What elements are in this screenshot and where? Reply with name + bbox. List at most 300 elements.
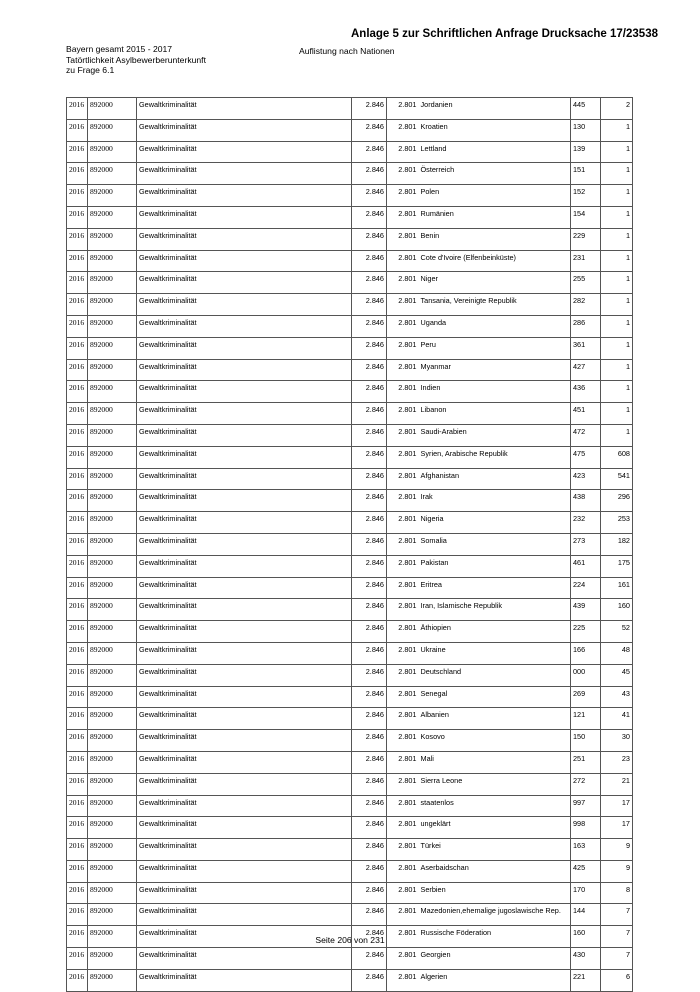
cell-total-suspects: 2.801 — [387, 119, 419, 141]
cell-nation: Ukraine — [419, 642, 571, 664]
cell-count: 541 — [601, 468, 633, 490]
cell-nation: Tansania, Vereinigte Republik — [419, 294, 571, 316]
cell-crime-code: 892000 — [88, 446, 137, 468]
cell-crime-type: Gewaltkriminalität — [137, 315, 352, 337]
cell-total-suspects: 2.801 — [387, 708, 419, 730]
cell-nation-code: 461 — [571, 555, 601, 577]
cell-nation-code: 160 — [571, 926, 601, 948]
cell-total-cases: 2.846 — [352, 533, 387, 555]
cell-nation-code: 445 — [571, 98, 601, 120]
cell-crime-type: Gewaltkriminalität — [137, 512, 352, 534]
cell-total-suspects: 2.801 — [387, 272, 419, 294]
cell-year: 2016 — [67, 359, 88, 381]
table-row — [67, 730, 633, 752]
cell-total-suspects: 2.801 — [387, 163, 419, 185]
cell-total-suspects: 2.801 — [387, 250, 419, 272]
cell-crime-type: Gewaltkriminalität — [137, 730, 352, 752]
cell-nation-code: 221 — [571, 969, 601, 991]
nations-table — [66, 97, 633, 992]
cell-year: 2016 — [67, 926, 88, 948]
cell-crime-code: 892000 — [88, 512, 137, 534]
cell-crime-code: 892000 — [88, 686, 137, 708]
cell-crime-type: Gewaltkriminalität — [137, 533, 352, 555]
cell-total-cases: 2.846 — [352, 860, 387, 882]
table-row — [67, 141, 633, 163]
cell-nation-code: 430 — [571, 948, 601, 970]
cell-nation: Iran, Islamische Republik — [419, 599, 571, 621]
cell-total-cases: 2.846 — [352, 424, 387, 446]
cell-total-suspects: 2.801 — [387, 468, 419, 490]
cell-nation: Georgien — [419, 948, 571, 970]
cell-crime-code: 892000 — [88, 642, 137, 664]
cell-year: 2016 — [67, 817, 88, 839]
cell-total-suspects: 2.801 — [387, 424, 419, 446]
cell-count: 1 — [601, 119, 633, 141]
cell-total-suspects: 2.801 — [387, 599, 419, 621]
cell-crime-code: 892000 — [88, 882, 137, 904]
cell-count: 7 — [601, 926, 633, 948]
cell-nation: Afghanistan — [419, 468, 571, 490]
cell-total-cases: 2.846 — [352, 272, 387, 294]
cell-total-suspects: 2.801 — [387, 904, 419, 926]
cell-crime-code: 892000 — [88, 817, 137, 839]
cell-crime-code: 892000 — [88, 228, 137, 250]
cell-crime-type: Gewaltkriminalität — [137, 294, 352, 316]
cell-total-suspects: 2.801 — [387, 185, 419, 207]
cell-nation: Kosovo — [419, 730, 571, 752]
cell-count: 7 — [601, 904, 633, 926]
cell-total-cases: 2.846 — [352, 315, 387, 337]
cell-nation-code: 000 — [571, 664, 601, 686]
cell-nation: Eritrea — [419, 577, 571, 599]
cell-year: 2016 — [67, 533, 88, 555]
cell-crime-type: Gewaltkriminalität — [137, 642, 352, 664]
cell-total-suspects: 2.801 — [387, 642, 419, 664]
cell-crime-code: 892000 — [88, 577, 137, 599]
cell-crime-code: 892000 — [88, 468, 137, 490]
table-row — [67, 359, 633, 381]
cell-year: 2016 — [67, 98, 88, 120]
cell-total-suspects: 2.801 — [387, 839, 419, 861]
cell-year: 2016 — [67, 315, 88, 337]
cell-nation: Niger — [419, 272, 571, 294]
cell-nation: Saudi-Arabien — [419, 424, 571, 446]
table-row — [67, 337, 633, 359]
cell-nation: Russische Föderation — [419, 926, 571, 948]
cell-total-suspects: 2.801 — [387, 948, 419, 970]
cell-total-cases: 2.846 — [352, 599, 387, 621]
cell-year: 2016 — [67, 969, 88, 991]
table-row — [67, 533, 633, 555]
cell-total-suspects: 2.801 — [387, 555, 419, 577]
cell-nation: Syrien, Arabische Republik — [419, 446, 571, 468]
cell-crime-code: 892000 — [88, 664, 137, 686]
cell-total-suspects: 2.801 — [387, 686, 419, 708]
cell-crime-type: Gewaltkriminalität — [137, 163, 352, 185]
cell-count: 161 — [601, 577, 633, 599]
cell-nation-code: 151 — [571, 163, 601, 185]
cell-count: 160 — [601, 599, 633, 621]
table-row — [67, 468, 633, 490]
cell-total-cases: 2.846 — [352, 773, 387, 795]
cell-total-suspects: 2.801 — [387, 359, 419, 381]
cell-crime-code: 892000 — [88, 294, 137, 316]
cell-crime-type: Gewaltkriminalität — [137, 337, 352, 359]
cell-nation-code: 255 — [571, 272, 601, 294]
table-row — [67, 839, 633, 861]
cell-crime-type: Gewaltkriminalität — [137, 708, 352, 730]
cell-year: 2016 — [67, 904, 88, 926]
cell-nation-code: 229 — [571, 228, 601, 250]
cell-total-suspects: 2.801 — [387, 403, 419, 425]
cell-crime-code: 892000 — [88, 969, 137, 991]
table-row — [67, 860, 633, 882]
cell-nation: Mazedonien,ehemalige jugoslawische Rep. — [419, 904, 571, 926]
cell-year: 2016 — [67, 664, 88, 686]
cell-nation-code: 272 — [571, 773, 601, 795]
cell-crime-code: 892000 — [88, 381, 137, 403]
cell-crime-type: Gewaltkriminalität — [137, 751, 352, 773]
cell-nation-code: 425 — [571, 860, 601, 882]
table-row — [67, 98, 633, 120]
cell-nation: Österreich — [419, 163, 571, 185]
cell-total-cases: 2.846 — [352, 250, 387, 272]
cell-crime-code: 892000 — [88, 163, 137, 185]
table-row — [67, 686, 633, 708]
cell-crime-code: 892000 — [88, 185, 137, 207]
cell-nation-code: 273 — [571, 533, 601, 555]
cell-nation: Rumänien — [419, 206, 571, 228]
cell-count: 43 — [601, 686, 633, 708]
cell-crime-type: Gewaltkriminalität — [137, 621, 352, 643]
table-row — [67, 599, 633, 621]
cell-total-cases: 2.846 — [352, 490, 387, 512]
cell-nation: Jordanien — [419, 98, 571, 120]
cell-total-cases: 2.846 — [352, 686, 387, 708]
cell-nation-code: 150 — [571, 730, 601, 752]
cell-crime-code: 892000 — [88, 141, 137, 163]
cell-count: 1 — [601, 250, 633, 272]
cell-count: 1 — [601, 185, 633, 207]
cell-total-cases: 2.846 — [352, 185, 387, 207]
header-line-location: Tatörtlichkeit Asylbewerberunterkunft — [66, 54, 206, 65]
cell-crime-type: Gewaltkriminalität — [137, 490, 352, 512]
cell-nation-code: 998 — [571, 817, 601, 839]
table-row — [67, 948, 633, 970]
cell-nation: Peru — [419, 337, 571, 359]
cell-total-suspects: 2.801 — [387, 577, 419, 599]
cell-crime-type: Gewaltkriminalität — [137, 468, 352, 490]
table-row — [67, 817, 633, 839]
cell-crime-type: Gewaltkriminalität — [137, 599, 352, 621]
cell-crime-code: 892000 — [88, 250, 137, 272]
cell-total-cases: 2.846 — [352, 882, 387, 904]
cell-count: 1 — [601, 294, 633, 316]
table-row — [67, 272, 633, 294]
cell-year: 2016 — [67, 185, 88, 207]
cell-total-suspects: 2.801 — [387, 795, 419, 817]
table-row — [67, 185, 633, 207]
cell-count: 1 — [601, 403, 633, 425]
cell-nation-code: 475 — [571, 446, 601, 468]
cell-crime-type: Gewaltkriminalität — [137, 664, 352, 686]
page-number: Seite 206 von 231 — [315, 935, 385, 945]
cell-count: 296 — [601, 490, 633, 512]
table-row — [67, 490, 633, 512]
cell-total-cases: 2.846 — [352, 664, 387, 686]
cell-total-cases: 2.846 — [352, 642, 387, 664]
cell-nation: Nigeria — [419, 512, 571, 534]
cell-total-cases: 2.846 — [352, 141, 387, 163]
cell-nation-code: 438 — [571, 490, 601, 512]
cell-year: 2016 — [67, 730, 88, 752]
cell-year: 2016 — [67, 337, 88, 359]
cell-year: 2016 — [67, 163, 88, 185]
cell-nation: Deutschland — [419, 664, 571, 686]
cell-year: 2016 — [67, 686, 88, 708]
cell-nation: Myanmar — [419, 359, 571, 381]
cell-year: 2016 — [67, 773, 88, 795]
cell-crime-code: 892000 — [88, 359, 137, 381]
cell-crime-type: Gewaltkriminalität — [137, 381, 352, 403]
cell-count: 608 — [601, 446, 633, 468]
cell-total-cases: 2.846 — [352, 359, 387, 381]
cell-year: 2016 — [67, 708, 88, 730]
cell-year: 2016 — [67, 381, 88, 403]
report-header-left — [66, 44, 206, 76]
cell-count: 41 — [601, 708, 633, 730]
cell-crime-type: Gewaltkriminalität — [137, 98, 352, 120]
cell-crime-code: 892000 — [88, 119, 137, 141]
cell-total-cases: 2.846 — [352, 621, 387, 643]
cell-year: 2016 — [67, 403, 88, 425]
cell-crime-type: Gewaltkriminalität — [137, 359, 352, 381]
cell-year: 2016 — [67, 512, 88, 534]
cell-crime-type: Gewaltkriminalität — [137, 403, 352, 425]
cell-total-suspects: 2.801 — [387, 315, 419, 337]
cell-year: 2016 — [67, 206, 88, 228]
cell-total-cases: 2.846 — [352, 119, 387, 141]
cell-crime-code: 892000 — [88, 773, 137, 795]
cell-nation: Polen — [419, 185, 571, 207]
table-row — [67, 882, 633, 904]
cell-total-suspects: 2.801 — [387, 446, 419, 468]
cell-total-suspects: 2.801 — [387, 141, 419, 163]
cell-crime-type: Gewaltkriminalität — [137, 817, 352, 839]
cell-crime-code: 892000 — [88, 206, 137, 228]
cell-nation-code: 154 — [571, 206, 601, 228]
cell-total-cases: 2.846 — [352, 446, 387, 468]
cell-count: 1 — [601, 163, 633, 185]
cell-year: 2016 — [67, 599, 88, 621]
cell-total-suspects: 2.801 — [387, 381, 419, 403]
cell-total-cases: 2.846 — [352, 206, 387, 228]
cell-total-cases: 2.846 — [352, 839, 387, 861]
cell-total-cases: 2.846 — [352, 555, 387, 577]
cell-crime-type: Gewaltkriminalität — [137, 686, 352, 708]
cell-total-suspects: 2.801 — [387, 664, 419, 686]
cell-count: 1 — [601, 337, 633, 359]
cell-count: 45 — [601, 664, 633, 686]
cell-year: 2016 — [67, 446, 88, 468]
cell-crime-type: Gewaltkriminalität — [137, 773, 352, 795]
header-line-question: zu Frage 6.1 — [66, 65, 115, 76]
cell-nation-code: 121 — [571, 708, 601, 730]
cell-crime-type: Gewaltkriminalität — [137, 228, 352, 250]
cell-count: 17 — [601, 817, 633, 839]
cell-nation: Türkei — [419, 839, 571, 861]
cell-nation-code: 451 — [571, 403, 601, 425]
cell-total-cases: 2.846 — [352, 795, 387, 817]
cell-total-suspects: 2.801 — [387, 882, 419, 904]
cell-total-suspects: 2.801 — [387, 621, 419, 643]
cell-count: 1 — [601, 359, 633, 381]
cell-total-suspects: 2.801 — [387, 98, 419, 120]
cell-crime-code: 892000 — [88, 621, 137, 643]
table-row — [67, 642, 633, 664]
cell-count: 1 — [601, 206, 633, 228]
cell-crime-code: 892000 — [88, 751, 137, 773]
cell-year: 2016 — [67, 119, 88, 141]
cell-nation-code: 139 — [571, 141, 601, 163]
cell-total-cases: 2.846 — [352, 98, 387, 120]
cell-total-suspects: 2.801 — [387, 337, 419, 359]
cell-crime-type: Gewaltkriminalität — [137, 250, 352, 272]
cell-nation-code: 269 — [571, 686, 601, 708]
cell-nation: Sierra Leone — [419, 773, 571, 795]
cell-total-cases: 2.846 — [352, 969, 387, 991]
table-body — [67, 98, 633, 992]
cell-crime-type: Gewaltkriminalität — [137, 119, 352, 141]
cell-nation-code: 144 — [571, 904, 601, 926]
cell-total-suspects: 2.801 — [387, 294, 419, 316]
table-row — [67, 904, 633, 926]
cell-count: 6 — [601, 969, 633, 991]
cell-year: 2016 — [67, 424, 88, 446]
cell-count: 1 — [601, 141, 633, 163]
cell-nation: ungeklärt — [419, 817, 571, 839]
cell-crime-type: Gewaltkriminalität — [137, 555, 352, 577]
table-row — [67, 621, 633, 643]
cell-nation: Benin — [419, 228, 571, 250]
table-row — [67, 163, 633, 185]
cell-nation-code: 231 — [571, 250, 601, 272]
cell-crime-type: Gewaltkriminalität — [137, 795, 352, 817]
cell-year: 2016 — [67, 555, 88, 577]
cell-nation-code: 439 — [571, 599, 601, 621]
cell-count: 7 — [601, 948, 633, 970]
cell-crime-type: Gewaltkriminalität — [137, 926, 352, 948]
cell-count: 8 — [601, 882, 633, 904]
cell-count: 175 — [601, 555, 633, 577]
cell-count: 48 — [601, 642, 633, 664]
cell-crime-type: Gewaltkriminalität — [137, 446, 352, 468]
cell-nation-code: 225 — [571, 621, 601, 643]
cell-year: 2016 — [67, 228, 88, 250]
table-row — [67, 250, 633, 272]
cell-total-cases: 2.846 — [352, 228, 387, 250]
cell-nation-code: 361 — [571, 337, 601, 359]
cell-count: 182 — [601, 533, 633, 555]
cell-total-cases: 2.846 — [352, 751, 387, 773]
cell-count: 17 — [601, 795, 633, 817]
cell-count: 2 — [601, 98, 633, 120]
cell-nation-code: 427 — [571, 359, 601, 381]
cell-nation: staatenlos — [419, 795, 571, 817]
cell-count: 30 — [601, 730, 633, 752]
cell-year: 2016 — [67, 948, 88, 970]
cell-total-cases: 2.846 — [352, 512, 387, 534]
cell-total-suspects: 2.801 — [387, 228, 419, 250]
cell-crime-type: Gewaltkriminalität — [137, 141, 352, 163]
cell-nation: Indien — [419, 381, 571, 403]
cell-year: 2016 — [67, 642, 88, 664]
cell-year: 2016 — [67, 294, 88, 316]
cell-crime-type: Gewaltkriminalität — [137, 860, 352, 882]
cell-total-cases: 2.846 — [352, 163, 387, 185]
cell-total-suspects: 2.801 — [387, 860, 419, 882]
cell-crime-type: Gewaltkriminalität — [137, 904, 352, 926]
cell-nation-code: 282 — [571, 294, 601, 316]
cell-year: 2016 — [67, 839, 88, 861]
cell-count: 1 — [601, 315, 633, 337]
cell-year: 2016 — [67, 250, 88, 272]
cell-year: 2016 — [67, 468, 88, 490]
cell-crime-code: 892000 — [88, 948, 137, 970]
cell-total-cases: 2.846 — [352, 468, 387, 490]
cell-crime-code: 892000 — [88, 98, 137, 120]
cell-nation: Lettland — [419, 141, 571, 163]
cell-total-suspects: 2.801 — [387, 817, 419, 839]
cell-nation: Aserbaidschan — [419, 860, 571, 882]
table-row — [67, 664, 633, 686]
cell-total-suspects: 2.801 — [387, 206, 419, 228]
cell-nation: Libanon — [419, 403, 571, 425]
cell-nation-code: 170 — [571, 882, 601, 904]
table-row — [67, 773, 633, 795]
cell-total-suspects: 2.801 — [387, 751, 419, 773]
cell-total-cases: 2.846 — [352, 708, 387, 730]
cell-nation-code: 472 — [571, 424, 601, 446]
cell-count: 9 — [601, 839, 633, 861]
table-row — [67, 708, 633, 730]
cell-crime-code: 892000 — [88, 403, 137, 425]
table-row — [67, 751, 633, 773]
cell-crime-type: Gewaltkriminalität — [137, 272, 352, 294]
cell-crime-type: Gewaltkriminalität — [137, 839, 352, 861]
cell-nation: Somalia — [419, 533, 571, 555]
table-row — [67, 424, 633, 446]
cell-nation: Mali — [419, 751, 571, 773]
cell-year: 2016 — [67, 751, 88, 773]
cell-count: 1 — [601, 381, 633, 403]
table-row — [67, 119, 633, 141]
cell-year: 2016 — [67, 882, 88, 904]
table-row — [67, 577, 633, 599]
cell-nation: Kroatien — [419, 119, 571, 141]
cell-total-suspects: 2.801 — [387, 773, 419, 795]
cell-nation: Äthiopien — [419, 621, 571, 643]
cell-total-suspects: 2.801 — [387, 533, 419, 555]
cell-nation-code: 224 — [571, 577, 601, 599]
cell-crime-code: 892000 — [88, 555, 137, 577]
cell-count: 9 — [601, 860, 633, 882]
cell-crime-code: 892000 — [88, 839, 137, 861]
cell-nation-code: 997 — [571, 795, 601, 817]
cell-year: 2016 — [67, 272, 88, 294]
cell-year: 2016 — [67, 141, 88, 163]
cell-crime-type: Gewaltkriminalität — [137, 948, 352, 970]
